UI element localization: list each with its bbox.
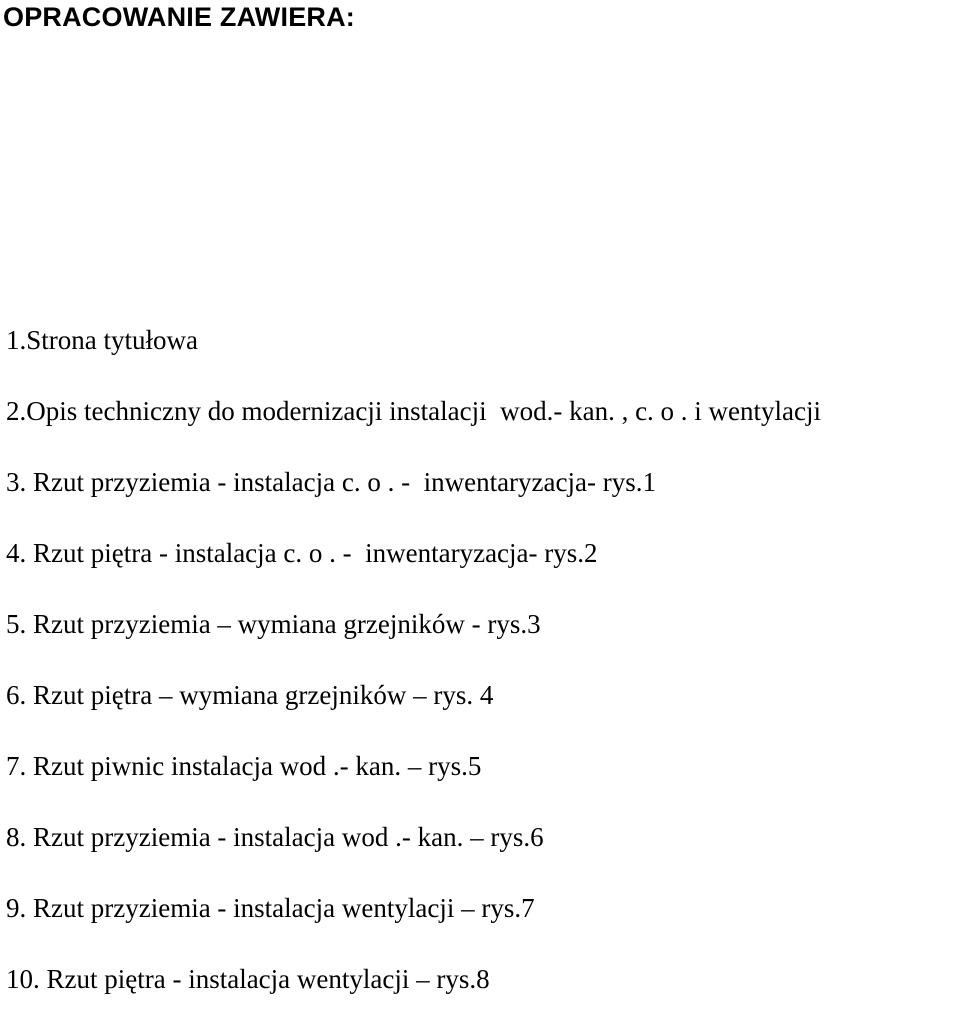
contents-item-3: 3. Rzut przyziemia - instalacja c. o . - inwentaryzacja- rys.1 — [6, 467, 656, 497]
contents-item-9: 9. Rzut przyziemia - instalacja wentylacji – rys.7 — [6, 893, 535, 923]
contents-item-10: 10. Rzut piętra - instalacja wentylacji – rys.8 — [6, 964, 490, 994]
contents-list — [6, 320, 956, 1030]
contents-item-1: 1.Strona tytułowa — [6, 325, 198, 355]
contents-item-6: 6. Rzut piętra – wymiana grzejników – rys. 4 — [6, 680, 494, 710]
document-heading: OPRACOWANIE ZAWIERA: — [3, 2, 355, 32]
contents-item-5: 5. Rzut przyziemia – wymiana grzejników - rys.3 — [6, 609, 541, 639]
contents-item-7: 7. Rzut piwnic instalacja wod .- kan. – rys.5 — [6, 751, 482, 781]
contents-item-4: 4. Rzut piętra - instalacja c. o . - inwentaryzacja- rys.2 — [6, 538, 598, 568]
contents-item-8: 8. Rzut przyziemia - instalacja wod .- kan. – rys.6 — [6, 822, 544, 852]
contents-item-2: 2.Opis techniczny do modernizacji instalacji wod.- kan. , c. o . i wentylacji — [6, 396, 822, 426]
